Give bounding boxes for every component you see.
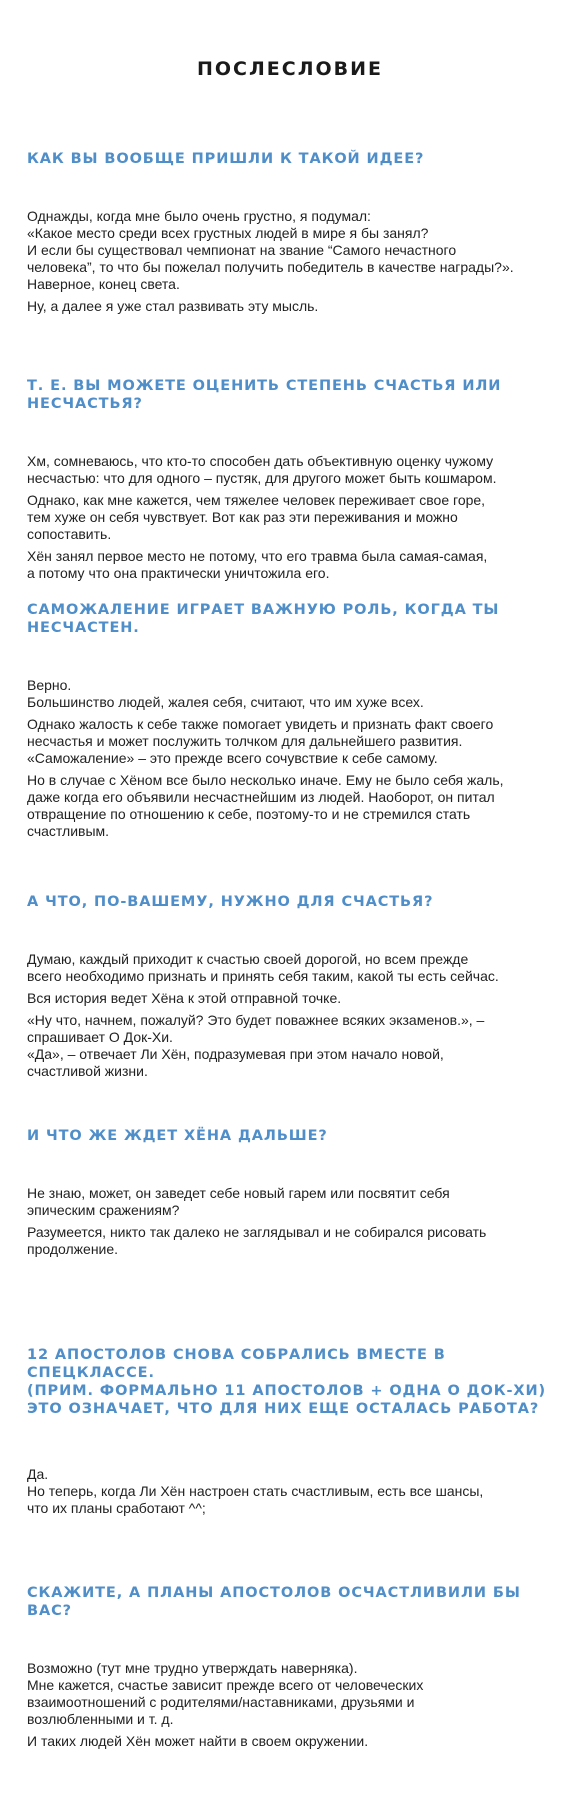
answer-line: Думаю, каждый приходит к счастью своей дорогой, но всем прежде bbox=[27, 951, 469, 967]
section-question bbox=[27, 377, 567, 413]
answer-paragraph bbox=[27, 1660, 567, 1728]
answer-line: человека”, то что бы пожелал получить победитель в качестве награды?». bbox=[27, 259, 514, 275]
section-answer bbox=[27, 1185, 567, 1258]
answer-line: Но в случае с Хёном все было несколько иначе. Ему не было себя жаль, bbox=[27, 772, 504, 788]
answer-line: тем хуже он себя чувствует. Вот как раз эти переживания и можно bbox=[27, 509, 458, 525]
answer-line: эпическим сражениям? bbox=[27, 1202, 180, 1218]
answer-paragraph bbox=[27, 1733, 567, 1750]
answer-line: Не знаю, может, он заведет себе новый гарем или посвятит себя bbox=[27, 1185, 450, 1201]
question-line: ЭТО ОЗНАЧАЕТ, ЧТО ДЛЯ НИХ ЕЩЕ ОСТАЛАСЬ РАБОТА? bbox=[27, 1401, 540, 1417]
question-line: А ЧТО, ПО-ВАШЕМУ, НУЖНО ДЛЯ СЧАСТЬЯ? bbox=[27, 894, 434, 910]
answer-line: Наверное, конец света. bbox=[27, 276, 180, 292]
section-answer bbox=[27, 1466, 567, 1517]
answer-line: «Ну что, начнем, пожалуй? Это будет поважнее всяких экзаменов.», – bbox=[27, 1012, 485, 1028]
answer-paragraph bbox=[27, 208, 567, 293]
qa-section bbox=[27, 1346, 567, 1522]
answer-line: а потому что она практически уничтожила его. bbox=[27, 565, 330, 581]
answer-line: даже когда его объявили несчастнейшим из людей. Наоборот, он питал bbox=[27, 789, 495, 805]
answer-line: Однако жалость к себе также помогает увидеть и признать факт своего bbox=[27, 716, 494, 732]
answer-line: несчастья и может послужить толчком для дальнейшего развития. bbox=[27, 733, 463, 749]
answer-line: Ну, а далее я уже стал развивать эту мысль. bbox=[27, 298, 319, 314]
qa-section bbox=[27, 1584, 567, 1755]
answer-line: «Да», – отвечает Ли Хён, подразумевая при этом начало новой, bbox=[27, 1046, 444, 1062]
question-line: (ПРИМ. ФОРМАЛЬНО 11 АПОСТОЛОВ + ОДНА О ДОК-ХИ) bbox=[27, 1383, 547, 1399]
answer-line: Но теперь, когда Ли Хён настроен стать счастливым, есть все шансы, bbox=[27, 1483, 484, 1499]
answer-line: И если бы существовал чемпионат на звание “Самого нечастного bbox=[27, 242, 457, 258]
section-answer bbox=[27, 1660, 567, 1750]
answer-line: возлюбленными и т. д. bbox=[27, 1711, 174, 1727]
answer-line: счастливым. bbox=[27, 823, 110, 839]
answer-paragraph bbox=[27, 1185, 567, 1219]
answer-paragraph bbox=[27, 772, 567, 840]
qa-section bbox=[27, 377, 567, 587]
section-question bbox=[27, 601, 567, 637]
qa-section bbox=[27, 601, 567, 845]
answer-paragraph bbox=[27, 1466, 567, 1517]
answer-line: Хм, сомневаюсь, что кто-то способен дать объективную оценку чужому bbox=[27, 453, 494, 469]
answer-line: сопоставить. bbox=[27, 526, 112, 542]
qa-section bbox=[27, 150, 567, 320]
answer-line: взаимоотношений с родителями/наставниками, друзьями и bbox=[27, 1694, 415, 1710]
answer-line: несчастью: что для одного – пустяк, для другого может быть кошмаром. bbox=[27, 470, 497, 486]
section-question bbox=[27, 1346, 567, 1418]
answer-paragraph bbox=[27, 492, 567, 543]
section-question bbox=[27, 1127, 567, 1145]
answer-line: Вся история ведет Хёна к этой отправной точке. bbox=[27, 990, 342, 1006]
answer-paragraph bbox=[27, 716, 567, 767]
answer-line: Хён занял первое место не потому, что его травма была самая-самая, bbox=[27, 548, 488, 564]
answer-paragraph bbox=[27, 298, 567, 315]
answer-paragraph bbox=[27, 1224, 567, 1258]
answer-paragraph bbox=[27, 1012, 567, 1080]
section-question bbox=[27, 150, 567, 168]
answer-line: Да. bbox=[27, 1466, 49, 1482]
question-line: Т. Е. ВЫ МОЖЕТЕ ОЦЕНИТЬ СТЕПЕНЬ СЧАСТЬЯ ИЛИ НЕСЧАСТЬЯ? bbox=[27, 378, 502, 412]
answer-line: И таких людей Хён может найти в своем окружении. bbox=[27, 1733, 369, 1749]
answer-line: всего необходимо признать и принять себя таким, какой ты есть сейчас. bbox=[27, 968, 499, 984]
section-answer bbox=[27, 208, 567, 315]
answer-line: спрашивает О Док-Хи. bbox=[27, 1029, 173, 1045]
answer-line: Однако, как мне кажется, чем тяжелее человек переживает свое горе, bbox=[27, 492, 486, 508]
section-question bbox=[27, 1584, 567, 1620]
question-line: КАК ВЫ ВООБЩЕ ПРИШЛИ К ТАКОЙ ИДЕЕ? bbox=[27, 151, 425, 167]
answer-paragraph bbox=[27, 677, 567, 711]
answer-line: отвращение по отношению к себе, поэтому-то и не стремился стать bbox=[27, 806, 471, 822]
answer-line: Однажды, когда мне было очень грустно, я подумал: bbox=[27, 208, 371, 224]
answer-line: Мне кажется, счастье зависит прежде всего от человеческих bbox=[27, 1677, 424, 1693]
qa-section bbox=[27, 1127, 567, 1263]
answer-line: Возможно (тут мне трудно утверждать наверняка). bbox=[27, 1660, 358, 1676]
question-line: САМОЖАЛЕНИЕ ИГРАЕТ ВАЖНУЮ РОЛЬ, КОГДА ТЫ НЕСЧАСТЕН. bbox=[27, 602, 500, 636]
answer-line: что их планы сработают ^^; bbox=[27, 1500, 206, 1516]
question-line: И ЧТО ЖЕ ЖДЕТ ХЁНА ДАЛЬШЕ? bbox=[27, 1128, 328, 1144]
section-answer bbox=[27, 453, 567, 582]
question-line: СКАЖИТЕ, А ПЛАНЫ АПОСТОЛОВ ОСЧАСТЛИВИЛИ БЫ ВАС? bbox=[27, 1585, 521, 1619]
section-question bbox=[27, 893, 567, 911]
page-title: ПОСЛЕСЛОВИЕ bbox=[197, 58, 383, 80]
answer-line: продолжение. bbox=[27, 1241, 119, 1257]
answer-line: счастливой жизни. bbox=[27, 1063, 148, 1079]
answer-paragraph bbox=[27, 951, 567, 985]
section-answer bbox=[27, 951, 567, 1080]
answer-line: Большинство людей, жалея себя, считают, что им хуже всех. bbox=[27, 694, 424, 710]
qa-section bbox=[27, 893, 567, 1085]
answer-paragraph bbox=[27, 453, 567, 487]
answer-line: Верно. bbox=[27, 677, 72, 693]
answer-line: «Саможаление» – это прежде всего сочувствие к себе самому. bbox=[27, 750, 438, 766]
answer-paragraph bbox=[27, 990, 567, 1007]
answer-paragraph bbox=[27, 548, 567, 582]
answer-line: «Какое место среди всех грустных людей в мире я бы занял? bbox=[27, 225, 429, 241]
section-answer bbox=[27, 677, 567, 840]
answer-line: Разумеется, никто так далеко не заглядывал и не собирался рисовать bbox=[27, 1224, 487, 1240]
question-line: 12 АПОСТОЛОВ СНОВА СОБРАЛИСЬ ВМЕСТЕ В СПЕЦКЛАССЕ. bbox=[27, 1347, 446, 1381]
